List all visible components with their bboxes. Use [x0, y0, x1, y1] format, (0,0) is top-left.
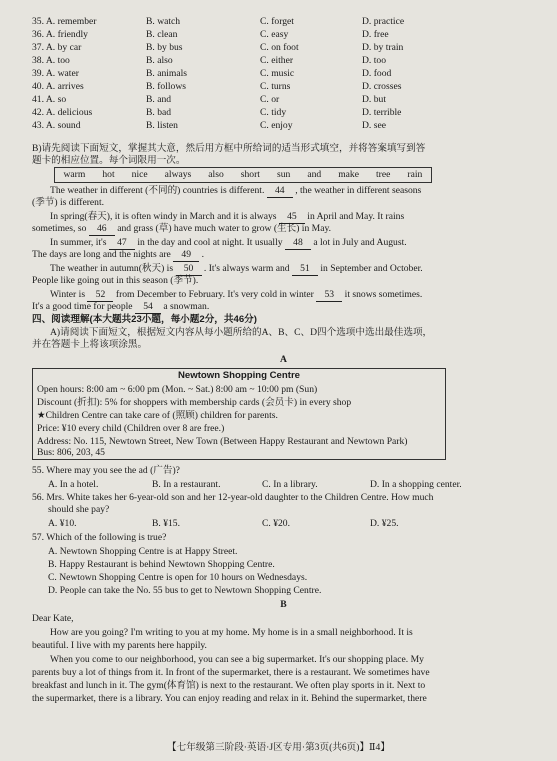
option: B. clean [146, 29, 178, 40]
letter-line: parents buy a lot of things from it. In front of the supermarket, there is a restaurant. We sometimes have [32, 667, 430, 678]
passage-text: In summer, it's [50, 237, 107, 248]
option: D. food [362, 68, 392, 79]
question-57-option-c: C. Newtown Shopping Centre is open for 10 hours on Wednesdays. [48, 572, 308, 583]
option: B. by bus [146, 42, 183, 53]
letter-line: When you come to our neighborhood, you can see a big supermarket. It's our shopping place. My [50, 654, 424, 665]
ad-line: Price: ¥10 every child (Children over 8 are free.) [37, 423, 225, 434]
word: and [307, 169, 322, 180]
option: B. and [146, 94, 172, 105]
option: D. ¥25. [370, 518, 399, 529]
word: make [338, 169, 359, 180]
passage-text: Winter is [50, 289, 86, 300]
passage-text: . It's always warm and [203, 263, 290, 274]
passage-text: a snowman. [163, 301, 210, 312]
blank-52: 52 [87, 289, 113, 302]
option: C. ¥20. [262, 518, 290, 529]
option: 37. A. by car [32, 42, 82, 53]
ad-box [32, 368, 446, 460]
letter-line: the supermarket, there is a library. You can enjoy reading and relax in it. Behind the supermarket, there [32, 693, 427, 704]
option: B. bad [146, 107, 172, 118]
option: D. but [362, 94, 386, 105]
blank-47: 47 [109, 237, 135, 250]
ad-title: Newtown Shopping Centre [177, 370, 301, 381]
option: 40. A. arrives [32, 81, 84, 92]
passage-line [32, 223, 535, 236]
passage-line: (季节) is different. [32, 197, 105, 208]
word-box [54, 167, 432, 183]
option: 41. A. so [32, 94, 67, 105]
option: 39. A. water [32, 68, 79, 79]
blank-44: 44 [267, 185, 293, 198]
option: C. tidy [260, 107, 287, 118]
passage-text: The weather in autumn(秋天) is [50, 263, 174, 274]
word: short [240, 169, 260, 180]
ad-line: Discount (折扣): 5% for shoppers with membership cards (会员卡) in every shop [37, 397, 352, 408]
option: B. also [146, 55, 173, 66]
option: B. In a restaurant. [152, 479, 221, 490]
option: B. listen [146, 120, 178, 131]
word: rain [407, 169, 423, 180]
section-4-instruction-1: A)请阅读下面短文，根据短文内容从每小题所给的A、B、C、D四个选项中选出最佳选项， [50, 327, 433, 338]
passage-line: People like going out in this season (季节). [32, 275, 199, 286]
option: 38. A. too [32, 55, 70, 66]
passage-text: from December to February. It's very cold in winter [115, 289, 314, 300]
question-56-stem-2: should she pay? [48, 504, 110, 515]
word: hot [102, 169, 115, 180]
blank-51: 51 [292, 263, 318, 276]
option: C. on foot [260, 42, 299, 53]
option: A. ¥10. [48, 518, 77, 529]
question-57-option-b: B. Happy Restaurant is behind Newtown Shopping Centre. [48, 559, 275, 570]
blank-46: 46 [89, 223, 115, 236]
option: D. practice [362, 16, 405, 27]
passage-text: in April and May. It rains [307, 211, 405, 222]
option: D. too [362, 55, 386, 66]
option: B. animals [146, 68, 188, 79]
blank-53: 53 [316, 289, 342, 302]
blank-45: 45 [279, 211, 305, 224]
option: 43. A. sound [32, 120, 81, 131]
ad-line: Open hours: 8:00 am ~ 6:00 pm (Mon. ~ Sat.) 8:00 am ~ 10:00 pm (Sun) [37, 384, 318, 395]
passage-text: The weather in different (不同的) countries is different. [50, 185, 265, 196]
passage-text: in the day and cool at night. It usually [137, 237, 283, 248]
question-56-stem: 56. Mrs. White takes her 6-year-old son and her 12-year-old daughter to the Children Centre. How much [32, 492, 434, 503]
passage-text: sometimes, so [32, 223, 87, 234]
option: D. free [362, 29, 389, 40]
word: warm [63, 169, 86, 180]
word: also [208, 169, 224, 180]
blank-48: 48 [285, 237, 311, 250]
option: A. In a hotel. [48, 479, 99, 490]
option: C. turns [260, 81, 291, 92]
option: D. In a shopping center. [370, 479, 462, 490]
passage-text: It's a good time for people [32, 301, 133, 312]
blank-50: 50 [176, 263, 202, 276]
blank-49: 49 [173, 249, 199, 262]
option: C. either [260, 55, 294, 66]
word: tree [376, 169, 391, 180]
option: C. forget [260, 16, 294, 27]
question-57-stem: 57. Which of the following is true? [32, 532, 167, 543]
page-footer: 【七年级第三阶段·英语·J区专用·第3页(共6页)】Ⅱ4】 [167, 742, 390, 753]
passage-text: In spring(春天), it is often windy in March and it is always [50, 211, 277, 222]
passage-line [32, 249, 535, 262]
ad-line: Address: No. 115, Newtown Street, New Town (Between Happy Restaurant and Newtown Park) [37, 436, 408, 447]
part-b-instruction-1: B)请先阅读下面短文，掌握其大意，然后用方框中所给词的适当形式填空，并将答案填写到答 [32, 143, 426, 154]
option: B. watch [146, 16, 181, 27]
letter-line: beautiful. I live with my parents here happily. [32, 640, 207, 651]
option: 36. A. friendly [32, 29, 88, 40]
option: C. music [260, 68, 295, 79]
option: C. or [260, 94, 280, 105]
letter-line: How are you going? I'm writing to you at my home. My home is in a small neighborhood. It is [50, 627, 413, 638]
ad-line: Bus: 806, 203, 45 [37, 447, 105, 458]
letter-line: Dear Kate, [32, 613, 74, 624]
passage-text: and grass (草) have much water to grow (生长) in May. [117, 223, 332, 234]
option: C. easy [260, 29, 289, 40]
option: B. ¥15. [152, 518, 180, 529]
option: D. by train [362, 42, 404, 53]
section-4-title: 四、阅读理解(本大题共23小题，每小题2分，共46分) [32, 314, 257, 325]
letter-line: breakfast and lunch in it. The gym(体育馆) is next to the restaurant. We often play sports in it. Next to [32, 680, 426, 691]
part-b-instruction-2: 题卡的相应位置。每个词限用一次。 [32, 155, 186, 166]
passage-line [32, 301, 535, 314]
question-57-option-d: D. People can take the No. 55 bus to get to Newtown Shopping Centre. [48, 585, 322, 596]
option: D. see [362, 120, 386, 131]
period: . [201, 249, 205, 260]
passage-text: a lot in July and August. [313, 237, 407, 248]
option: C. enjoy [260, 120, 293, 131]
word: nice [131, 169, 148, 180]
option: D. terrible [362, 107, 402, 118]
passage-text: The days are long and the nights are [32, 249, 171, 260]
blank-54: 54 [135, 301, 161, 314]
option: 35. A. remember [32, 16, 97, 27]
option: 42. A. delicious [32, 107, 93, 118]
word: sun [276, 169, 291, 180]
question-57-option-a: A. Newtown Shopping Centre is at Happy Street. [48, 546, 238, 557]
option: B. follows [146, 81, 186, 92]
passage-text: in September and October. [320, 263, 423, 274]
question-55-stem: 55. Where may you see the ad (广告)? [32, 465, 180, 476]
passage-text: it snows sometimes. [344, 289, 423, 300]
passage-label-a: A [280, 354, 287, 365]
section-4-instruction-2: 并在答题卡上将该项涂黑。 [32, 339, 148, 350]
passage-label-b: B [280, 599, 287, 610]
option: D. crosses [362, 81, 402, 92]
option: C. In a library. [262, 479, 318, 490]
passage-text: , the weather in different seasons [295, 185, 422, 196]
word: always [164, 169, 192, 180]
ad-line: ★Children Centre can take care of (照顾) children for parents. [37, 410, 278, 421]
